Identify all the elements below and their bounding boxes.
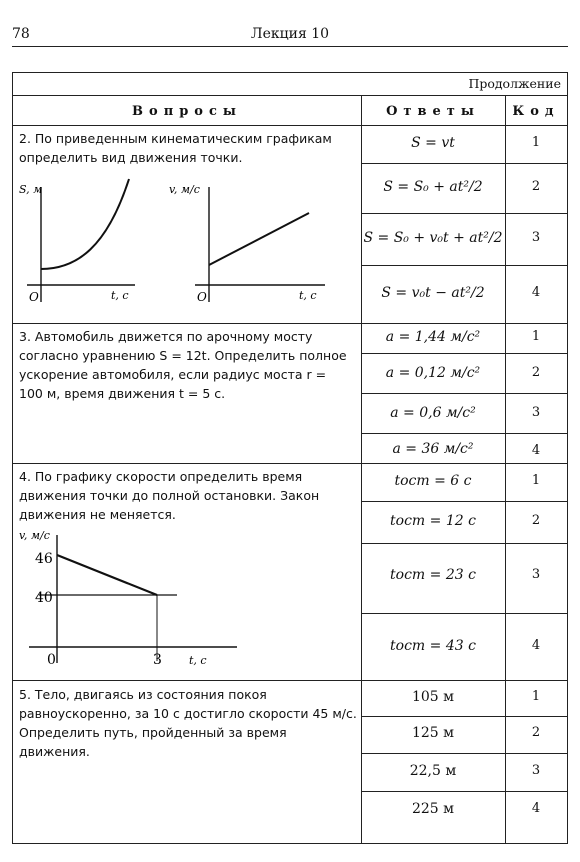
question-5-text: 5. Тело, двигаясь из состояния покоя равноускоренно, за 10 с достигло скорости 45 м/с. Определить путь, пройденный за время движения. <box>19 687 357 759</box>
q5-code-3: 3 <box>531 763 541 778</box>
q5-code-4: 4 <box>531 801 541 816</box>
q4-code-1: 1 <box>531 473 541 488</box>
header-questions: Вопросы <box>132 104 242 119</box>
divider <box>361 501 567 502</box>
divider <box>361 613 567 614</box>
q2-g2-origin: O <box>197 290 207 304</box>
question-2-text: 2. По приведенным кинематическим графикам определить вид движения точки. <box>19 131 332 165</box>
q4-graph <box>17 523 257 673</box>
q2-g2-xlabel: t, с <box>299 289 317 302</box>
questions-table <box>12 72 568 844</box>
q4-ytick-46: 46 <box>35 551 53 567</box>
q3-answer-4: a = 36 м/с² <box>392 441 474 457</box>
divider <box>361 393 567 394</box>
q3-answer-3: a = 0,6 м/с² <box>390 405 476 421</box>
q4-code-2: 2 <box>531 513 541 528</box>
q5-code-1: 1 <box>531 689 541 704</box>
divider <box>13 125 567 126</box>
header-answers: Ответы <box>386 104 480 119</box>
q4-code-3: 3 <box>531 567 541 582</box>
q5-code-2: 2 <box>531 725 541 740</box>
divider <box>13 323 567 324</box>
divider <box>361 163 567 164</box>
q4-xtick-0: 0 <box>47 652 56 668</box>
divider <box>361 791 567 792</box>
q5-answer-4: 225 м <box>411 801 455 817</box>
q4-answer-4: tост = 43 с <box>390 638 476 654</box>
question-3-text: 3. Автомобиль движется по арочному мосту согласно уравнению S = 12t. Определить полное ускорение автомобиля, если радиус моста r = 100 м, время движения t = 5 с. <box>19 329 347 401</box>
q3-code-3: 3 <box>531 405 541 420</box>
q4-answer-2: tост = 12 с <box>390 513 476 529</box>
header-code: Код <box>512 104 560 119</box>
q2-code-2: 2 <box>531 179 541 194</box>
continuation-label: Продолжение <box>468 76 561 91</box>
q3-code-2: 2 <box>531 365 541 380</box>
q3-answer-2: a = 0,12 м/с² <box>385 365 481 381</box>
q2-code-1: 1 <box>531 135 541 150</box>
q4-answer-3: tост = 23 с <box>390 567 476 583</box>
q2-answer-2: S = S₀ + at²/2 <box>383 179 483 195</box>
divider <box>13 463 567 464</box>
divider <box>361 716 567 717</box>
q2-g1-ylabel: S, м <box>19 183 43 196</box>
page-number: 78 <box>12 26 30 42</box>
q4-xtick-3: 3 <box>153 652 162 668</box>
q5-answer-3: 22,5 м <box>409 763 457 779</box>
q3-code-1: 1 <box>531 329 541 344</box>
q4-xlabel: t, с <box>189 654 207 667</box>
q5-answer-2: 125 м <box>411 725 455 741</box>
q2-answer-3: S = S₀ + v₀t + at²/2 <box>363 230 503 246</box>
page-header <box>12 24 568 47</box>
q2-answer-4: S = v₀t − at²/2 <box>381 285 485 301</box>
q3-answer-1: a = 1,44 м/с² <box>385 329 481 345</box>
divider <box>361 265 567 266</box>
q4-ytick-40: 40 <box>35 590 53 606</box>
divider <box>361 353 567 354</box>
q2-code-3: 3 <box>531 230 541 245</box>
divider <box>361 213 567 214</box>
q2-graphs <box>17 177 357 317</box>
q4-ylabel: v, м/с <box>19 529 50 542</box>
divider <box>361 543 567 544</box>
divider <box>13 680 567 681</box>
lecture-title: Лекция 10 <box>250 26 330 42</box>
divider <box>361 753 567 754</box>
q3-code-4: 4 <box>531 443 541 458</box>
divider <box>13 95 567 96</box>
question-4-text: 4. По графику скорости определить время движения точки до полной остановки. Закон движения не меняется. <box>19 469 320 522</box>
q2-g2-ylabel: v, м/с <box>169 183 200 196</box>
q4-code-4: 4 <box>531 638 541 653</box>
divider <box>361 433 567 434</box>
q2-code-4: 4 <box>531 285 541 300</box>
q2-answer-1: S = vt <box>411 135 455 151</box>
q2-g1-xlabel: t, с <box>111 289 129 302</box>
q4-answer-1: tост = 6 с <box>394 473 472 489</box>
q2-g1-origin: O <box>29 290 39 304</box>
q5-answer-1: 105 м <box>411 689 455 705</box>
